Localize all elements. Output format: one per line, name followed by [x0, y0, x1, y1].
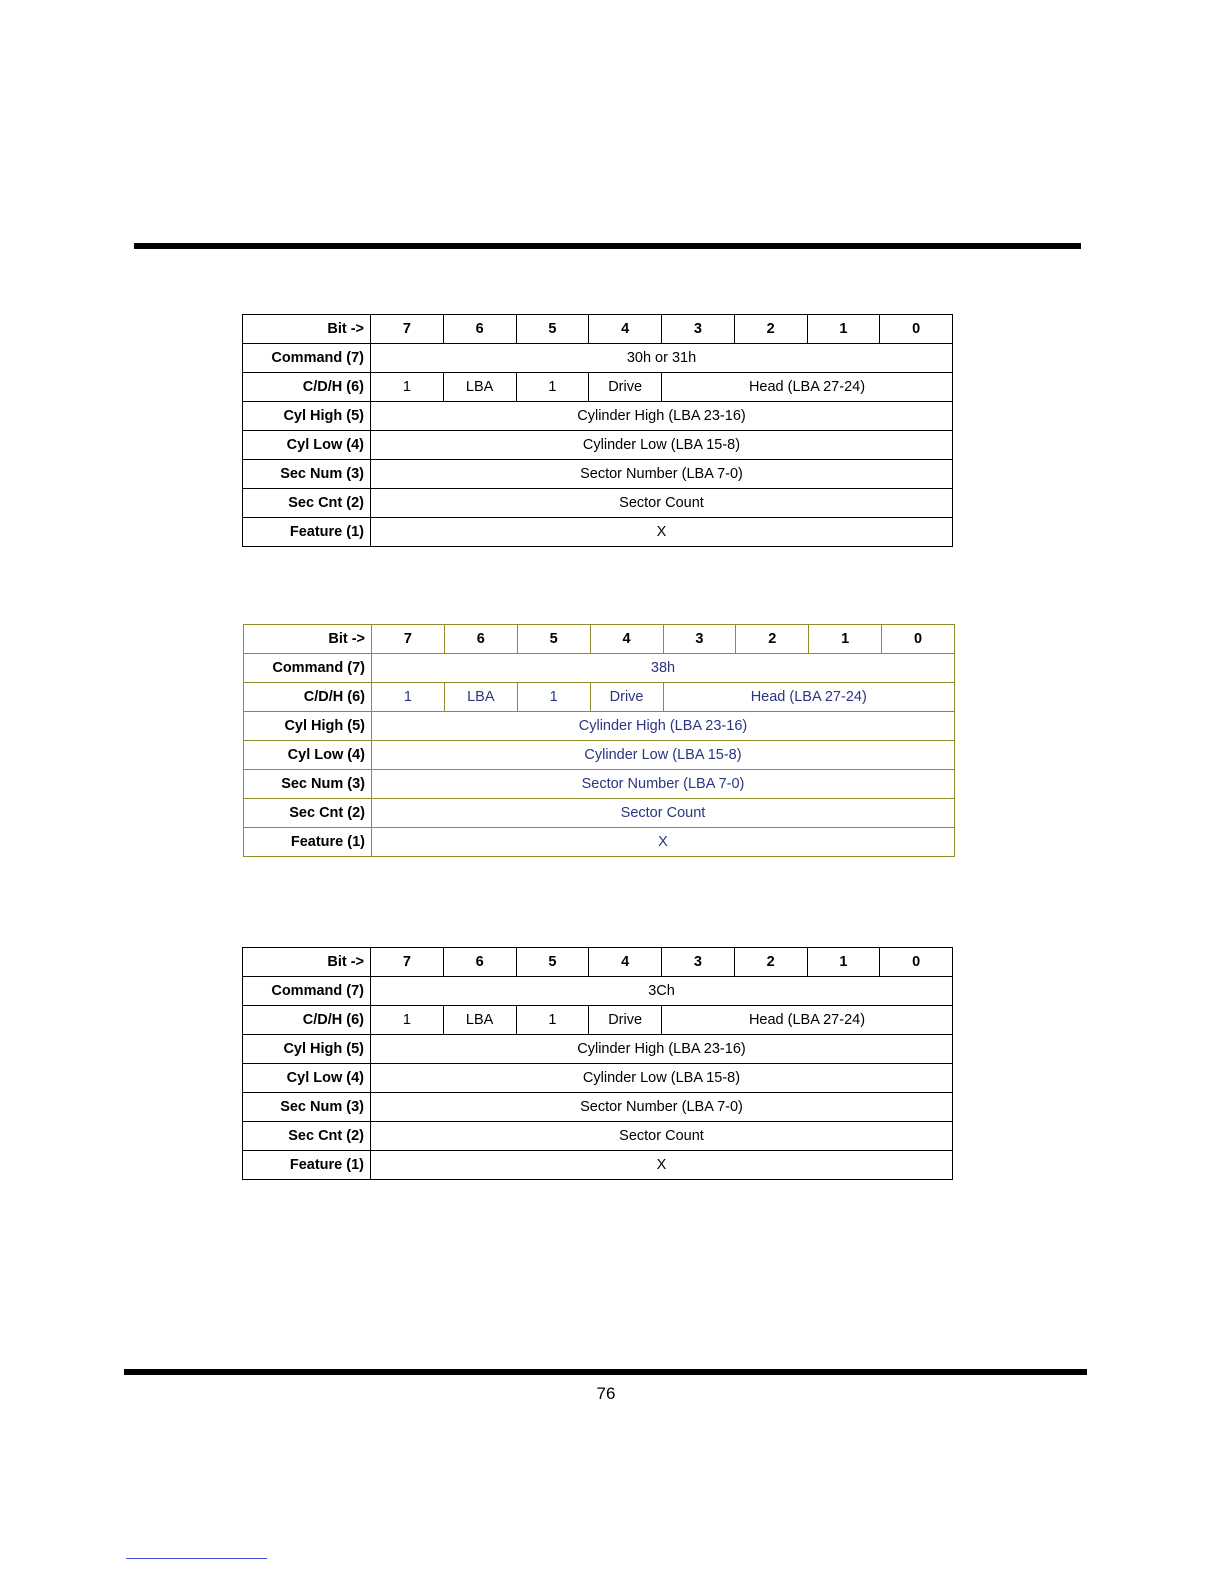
- row-value: Sector Number (LBA 7-0): [372, 770, 955, 799]
- command-label: Command (7): [244, 654, 372, 683]
- row-value: Cylinder High (LBA 23-16): [371, 1035, 953, 1064]
- cdh-bit-4: Drive: [589, 373, 662, 402]
- bit-7: 7: [371, 948, 444, 977]
- command-value: 38h: [372, 654, 955, 683]
- register-row: [244, 741, 955, 770]
- register-row: [244, 712, 955, 741]
- cdh-row: [244, 683, 955, 712]
- command-value: 3Ch: [371, 977, 953, 1006]
- bit-0: 0: [880, 315, 953, 344]
- register-row: [243, 1151, 953, 1180]
- command-value: 30h or 31h: [371, 344, 953, 373]
- row-label: Feature (1): [244, 828, 372, 857]
- cdh-bit-6: LBA: [443, 1006, 516, 1035]
- bit-7: 7: [372, 625, 445, 654]
- row-value: Cylinder Low (LBA 15-8): [372, 741, 955, 770]
- row-label: Sec Cnt (2): [243, 489, 371, 518]
- cdh-bit-4: Drive: [590, 683, 663, 712]
- bit-5: 5: [517, 625, 590, 654]
- row-label: Sec Num (3): [244, 770, 372, 799]
- bit-label: Bit ->: [243, 315, 371, 344]
- cdh-bit-5: 1: [516, 1006, 589, 1035]
- bit-1: 1: [807, 948, 880, 977]
- cdh-bit-6: LBA: [443, 373, 516, 402]
- cdh-bit-7: 1: [372, 683, 445, 712]
- register-row: [243, 1093, 953, 1122]
- cdh-label: C/D/H (6): [243, 373, 371, 402]
- cdh-bit-5: 1: [516, 373, 589, 402]
- register-row: [243, 460, 953, 489]
- register-row: [243, 489, 953, 518]
- row-label: Sec Cnt (2): [244, 799, 372, 828]
- cdh-bit-5: 1: [517, 683, 590, 712]
- register-row: [244, 799, 955, 828]
- row-value: X: [371, 1151, 953, 1180]
- cdh-row: [243, 1006, 953, 1035]
- bit-5: 5: [516, 315, 589, 344]
- bit-4: 4: [589, 315, 662, 344]
- register-row: [244, 828, 955, 857]
- row-value: Cylinder High (LBA 23-16): [371, 402, 953, 431]
- cdh-label: C/D/H (6): [244, 683, 372, 712]
- cdh-bit-7: 1: [371, 373, 444, 402]
- cdh-bit-7: 1: [371, 1006, 444, 1035]
- bit-3: 3: [663, 625, 736, 654]
- register-row: [243, 1035, 953, 1064]
- row-label: Cyl Low (4): [243, 431, 371, 460]
- register-row: [243, 431, 953, 460]
- row-value: Cylinder Low (LBA 15-8): [371, 1064, 953, 1093]
- row-label: Cyl High (5): [244, 712, 372, 741]
- bit-1: 1: [809, 625, 882, 654]
- cdh-bit-6: LBA: [444, 683, 517, 712]
- row-label: Sec Num (3): [243, 460, 371, 489]
- command-label: Command (7): [243, 344, 371, 373]
- bit-1: 1: [807, 315, 880, 344]
- cdh-head: Head (LBA 27-24): [662, 1006, 953, 1035]
- cdh-head: Head (LBA 27-24): [662, 373, 953, 402]
- row-label: Cyl High (5): [243, 402, 371, 431]
- bit-7: 7: [371, 315, 444, 344]
- command-row: [244, 654, 955, 683]
- command-label: Command (7): [243, 977, 371, 1006]
- row-value: Sector Count: [372, 799, 955, 828]
- command-row: [243, 977, 953, 1006]
- cdh-head: Head (LBA 27-24): [663, 683, 955, 712]
- register-row: [243, 402, 953, 431]
- cdh-row: [243, 373, 953, 402]
- cdh-bit-4: Drive: [589, 1006, 662, 1035]
- bit-3: 3: [662, 315, 735, 344]
- top-rule: [134, 243, 1081, 249]
- register-table-2: [243, 624, 955, 857]
- row-value: Sector Count: [371, 1122, 953, 1151]
- row-label: Sec Num (3): [243, 1093, 371, 1122]
- row-label: Feature (1): [243, 1151, 371, 1180]
- row-label: Sec Cnt (2): [243, 1122, 371, 1151]
- bit-label: Bit ->: [243, 948, 371, 977]
- row-label: Cyl High (5): [243, 1035, 371, 1064]
- bit-3: 3: [662, 948, 735, 977]
- row-value: Sector Number (LBA 7-0): [371, 460, 953, 489]
- row-value: Cylinder High (LBA 23-16): [372, 712, 955, 741]
- bit-header-row: [243, 948, 953, 977]
- bit-2: 2: [736, 625, 809, 654]
- bit-6: 6: [443, 315, 516, 344]
- register-table-1: [242, 314, 953, 547]
- page-number: 76: [596, 1384, 616, 1403]
- command-row: [243, 344, 953, 373]
- bit-4: 4: [589, 948, 662, 977]
- row-value: Sector Number (LBA 7-0): [371, 1093, 953, 1122]
- row-value: Cylinder Low (LBA 15-8): [371, 431, 953, 460]
- bit-0: 0: [880, 948, 953, 977]
- row-label: Feature (1): [243, 518, 371, 547]
- register-row: [244, 770, 955, 799]
- bit-6: 6: [444, 625, 517, 654]
- register-row: [243, 1122, 953, 1151]
- bit-2: 2: [734, 315, 807, 344]
- row-value: Sector Count: [371, 489, 953, 518]
- bit-0: 0: [882, 625, 955, 654]
- register-table-3: [242, 947, 953, 1180]
- bit-4: 4: [590, 625, 663, 654]
- bit-header-row: [244, 625, 955, 654]
- row-label: Cyl Low (4): [244, 741, 372, 770]
- footnote-separator: [126, 1558, 267, 1559]
- bit-header-row: [243, 315, 953, 344]
- row-value: X: [371, 518, 953, 547]
- register-row: [243, 518, 953, 547]
- bit-label: Bit ->: [244, 625, 372, 654]
- cdh-label: C/D/H (6): [243, 1006, 371, 1035]
- register-row: [243, 1064, 953, 1093]
- row-value: X: [372, 828, 955, 857]
- bit-2: 2: [734, 948, 807, 977]
- bit-5: 5: [516, 948, 589, 977]
- bottom-rule: [124, 1369, 1087, 1375]
- bit-6: 6: [443, 948, 516, 977]
- row-label: Cyl Low (4): [243, 1064, 371, 1093]
